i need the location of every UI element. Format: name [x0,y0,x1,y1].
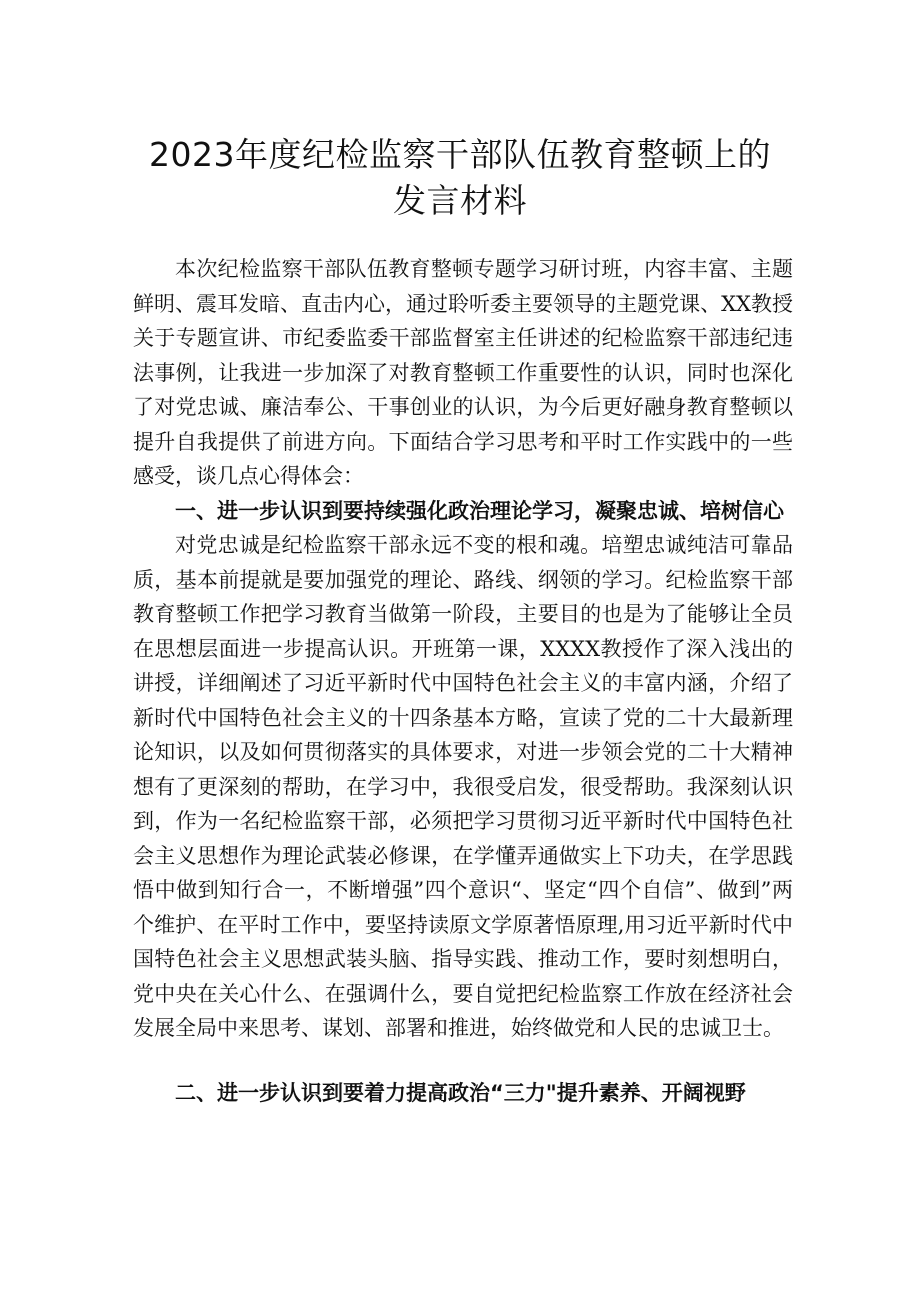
document-body [133,252,793,1110]
section-1-paragraph: 对党忠诚是纪检监察干部永远不变的根和魂。培塑忠诚纯洁可靠品质，基本前提就是要加强党的理论、路线、纲领的学习。纪检监察干部教育整顿工作把学习教育当做第一阶段，主要目的也是为了能够让全员在思想层面进一步提高认识。开班第一课，XXXX教授作了深入浅出的讲授，详细阐述了习近平新时代中国特色社会主义的丰富内涵，介绍了新时代中国特色社会主义的十四条基本方略，宣读了党的二十大最新理论知识，以及如何贯彻落实的具体要求，对进一步领会党的二十大精神想有了更深刻的帮助，在学习中，我很受启发，很受帮助。我深刻认识到，作为一名纪检监察干部，必须把学习贯彻习近平新时代中国特色社会主义思想作为理论武装必修课，在学懂弄通做实上下功夫，在学思践悟中做到知行合一，不断增强”四个意识“、坚定“四个自信”、做到”两个维护、在平时工作中，要坚持读原文学原著悟原理,用习近平新时代中国特色社会主义思想武装头脑、指导实践、推动工作，要时刻想明白，党中央在关心什么、在强调什么，要自觉把纪检监察工作放在经济社会发展全局中来思考、谋划、部署和推进，始终做党和人民的忠诚卫士。 [133,533,793,1040]
intro-paragraph: 本次纪检监察干部队伍教育整顿专题学习研讨班，内容丰富、主题鲜明、震耳发暗、直击内心，通过聆听委主要领导的主题党课、XX教授关于专题宣讲、市纪委监委干部监督室主任讲述的纪检监察干部违纪违法事例，让我进一步加深了对教育整顿工作重要性的认识，同时也深化了对党忠诚、廉洁奉公、干事创业的认识，为今后更好融身教育整顿以提升自我提供了前进方向。下面结合学习思考和平时工作实践中的一些感受，谈几点心得体会： [133,257,793,488]
title-line-2: 发言材料 [393,181,527,220]
section-heading-1: 一、进一步认识到要持续强化政治理论学习，凝聚忠诚、培树信心 [175,498,784,523]
document-title [100,132,820,224]
section-heading-2: 二、进一步认识到要着力提高政治“三力"提升素养、开阔视野 [175,1080,746,1105]
title-line-1: 2023年度纪检监察干部队伍教育整顿上的 [149,135,771,174]
